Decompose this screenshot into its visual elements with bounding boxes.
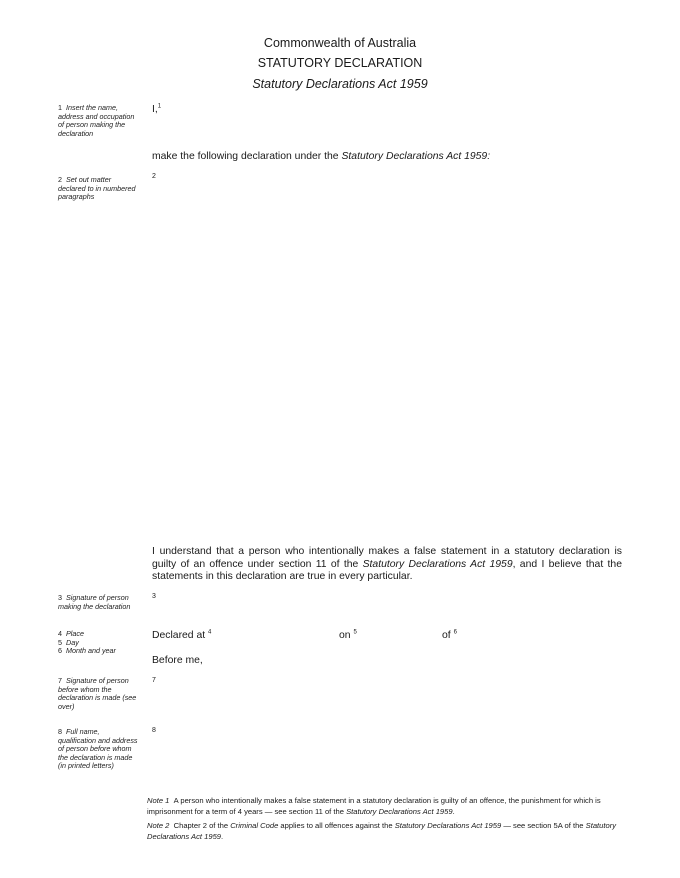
margin-note-7: 7 Signature of person before whom the declaration is made (see over)	[58, 676, 137, 711]
margin-note-8: 8 Full name, qualification and address of person before whom the declaration is made (in printed letters)	[58, 727, 138, 771]
witness-details-field[interactable]: 8	[152, 727, 156, 734]
declared-matter-area[interactable]: 2	[152, 173, 156, 180]
margin-note-3: 3 Signature of person making the declaration	[58, 593, 131, 611]
declared-at-field[interactable]: Declared at $^4$	[152, 629, 212, 641]
declaration-intro: make the following declaration under the Statutory Declarations Act 1959:	[152, 151, 491, 162]
before-me-label: Before me,	[152, 655, 203, 666]
jurisdiction-heading: Commonwealth of Australia	[263, 36, 417, 50]
witness-signature-field[interactable]: 7	[152, 677, 156, 684]
margin-note-4: 4 Place	[58, 629, 84, 638]
margin-note-2: 2 Set out matter declared to in numbered paragraphs	[58, 175, 136, 202]
document-title: STATUTORY DECLARATION	[257, 56, 423, 70]
act-title: Statutory Declarations Act 1959	[252, 77, 428, 91]
declared-month-year-field[interactable]: of $^6$	[442, 629, 457, 641]
note-2: Note 2 Chapter 2 of the Criminal Code applies to all offences against the Statutory Declarations Act 1959 — see section 5A of the Statutory Declarations Act 1959.	[147, 821, 617, 841]
understanding-statement: I understand that a person who intentionally makes a false statement in a statutory declaration is guilty of an offence under section 11 of the Statutory Declarations Act 1959, and I believe that the statements in this declaration are true in every particular.	[152, 546, 622, 583]
margin-note-1: 1 Insert the name, address and occupation of person making the declaration	[58, 103, 135, 138]
margin-note-6: 6 Month and year	[58, 646, 116, 656]
margin-note-4-5-6	[58, 630, 138, 656]
declared-on-day-field[interactable]: on $^5$	[339, 629, 357, 641]
margin-note-5: 5 Day	[58, 637, 79, 647]
note-1: Note 1 A person who intentionally makes a false statement in a statutory declaration is guilty of an offence, the punishment for which is imprisonment for a term of 4 years — see section 11 of the Statutory Declarations Act 1959.	[147, 796, 601, 816]
declarant-signature-field[interactable]: 3	[152, 593, 156, 600]
declarant-name-line[interactable]: I,$^1$	[152, 103, 162, 115]
